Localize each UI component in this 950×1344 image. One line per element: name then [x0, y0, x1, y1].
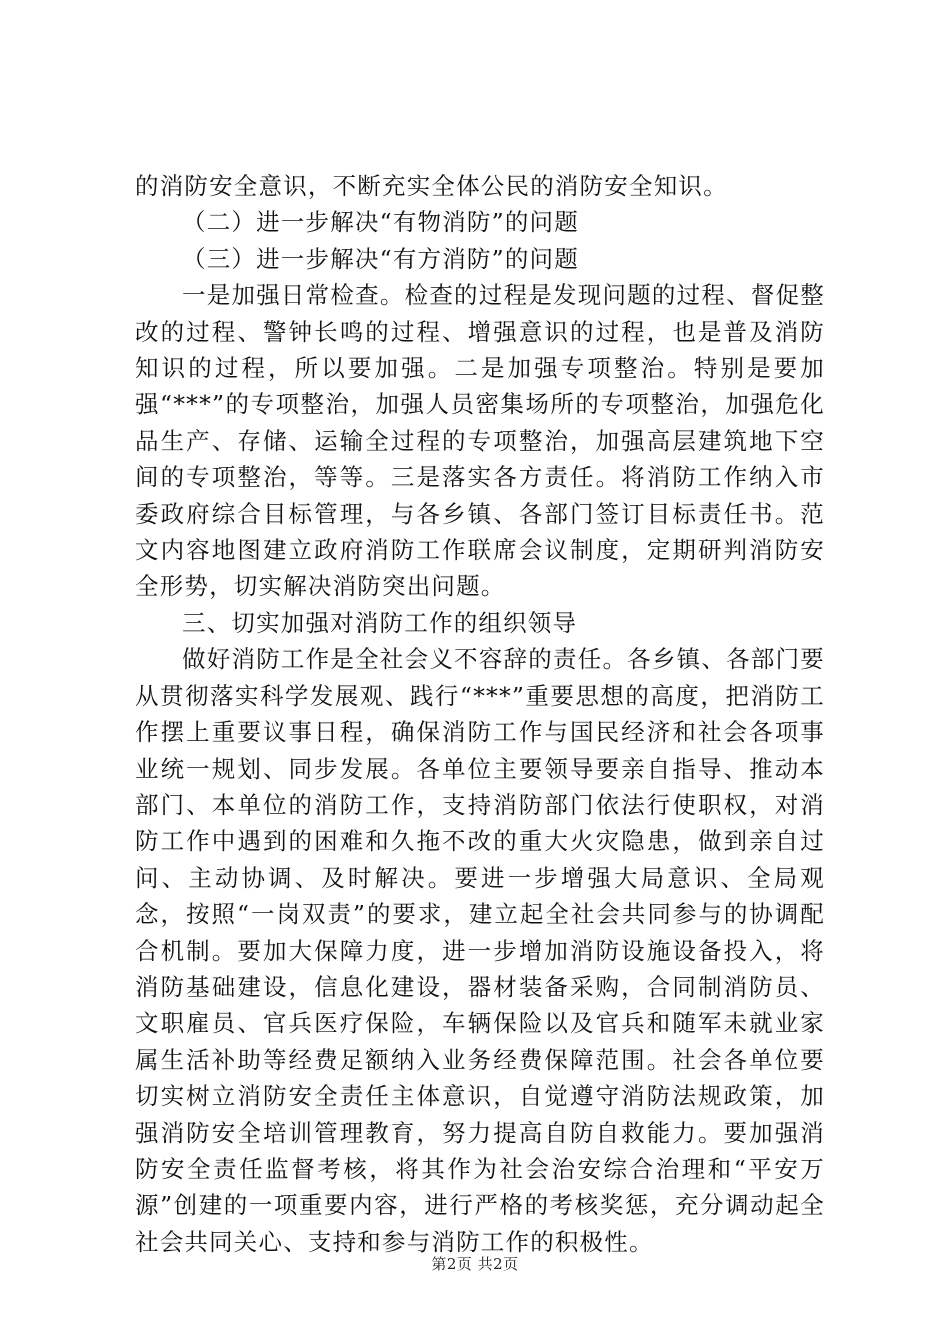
paragraph-continuation: 的消防安全意识，不断充实全体公民的消防安全知识。	[135, 172, 728, 200]
section-heading-3: 三、切实加强对消防工作的组织领导	[182, 608, 578, 637]
paragraph-measures: 一是加强日常检查。检查的过程是发现问题的过程、督促整改的过程、警钟长鸣的过程、增强意识的过程，也是普及消防知识的过程，所以要加强。二是加强专项整治。特别是要加强“***”的专项整治，加强人员密集场所的专项整治，加强危化品生产、存储、运输全过程的专项整治，加强高层建筑地下空间的专项整治，等等。三是落实各方责任。将消防工作纳入市委政府综合目标管理，与各乡镇、各部门签订目标责任书。范文内容地图建立政府消防工作联席会议制度，定期研判消防安全形势，切实解决消防突出问题。	[135, 281, 825, 601]
document-body	[135, 168, 825, 1260]
page-footer: 第2页 共2页	[431, 1255, 519, 1273]
subheading-3: （三）进一步解决“有方消防”的问题	[182, 244, 579, 273]
subheading-2: （二）进一步解决“有物消防”的问题	[182, 208, 579, 237]
paragraph-leadership: 做好消防工作是全社会义不容辞的责任。各乡镇、各部门要从贯彻落实科学发展观、践行“***”重要思想的高度，把消防工作摆上重要议事日程，确保消防工作与国民经济和社会各项事业统一规划、同步发展。各单位主要领导要亲自指导、推动本部门、本单位的消防工作，支持消防部门依法行使职权，对消防工作中遇到的困难和久拖不改的重大火灾隐患，做到亲自过问、主动协调、及时解决。要进一步增强大局意识、全局观念，按照“一岗双责”的要求，建立起全社会共同参与的协调配合机制。要加大保障力度，进一步增加消防设施设备投入，将消防基础建设，信息化建设，器材装备采购，合同制消防员、文职雇员、官兵医疗保险，车辆保险以及官兵和随军未就业家属生活补助等经费足额纳入业务经费保障范围。社会各单位要切实树立消防安全责任主体意识，自觉遵守消防法规政策，加强消防安全培训管理教育，努力提高自防自救能力。要加强消防安全责任监督考核，将其作为社会治安综合治理和“平安万源”创建的一项重要内容，进行严格的考核奖惩，充分调动起全社会共同关心、支持和参与消防工作的积极性。	[135, 645, 825, 1256]
